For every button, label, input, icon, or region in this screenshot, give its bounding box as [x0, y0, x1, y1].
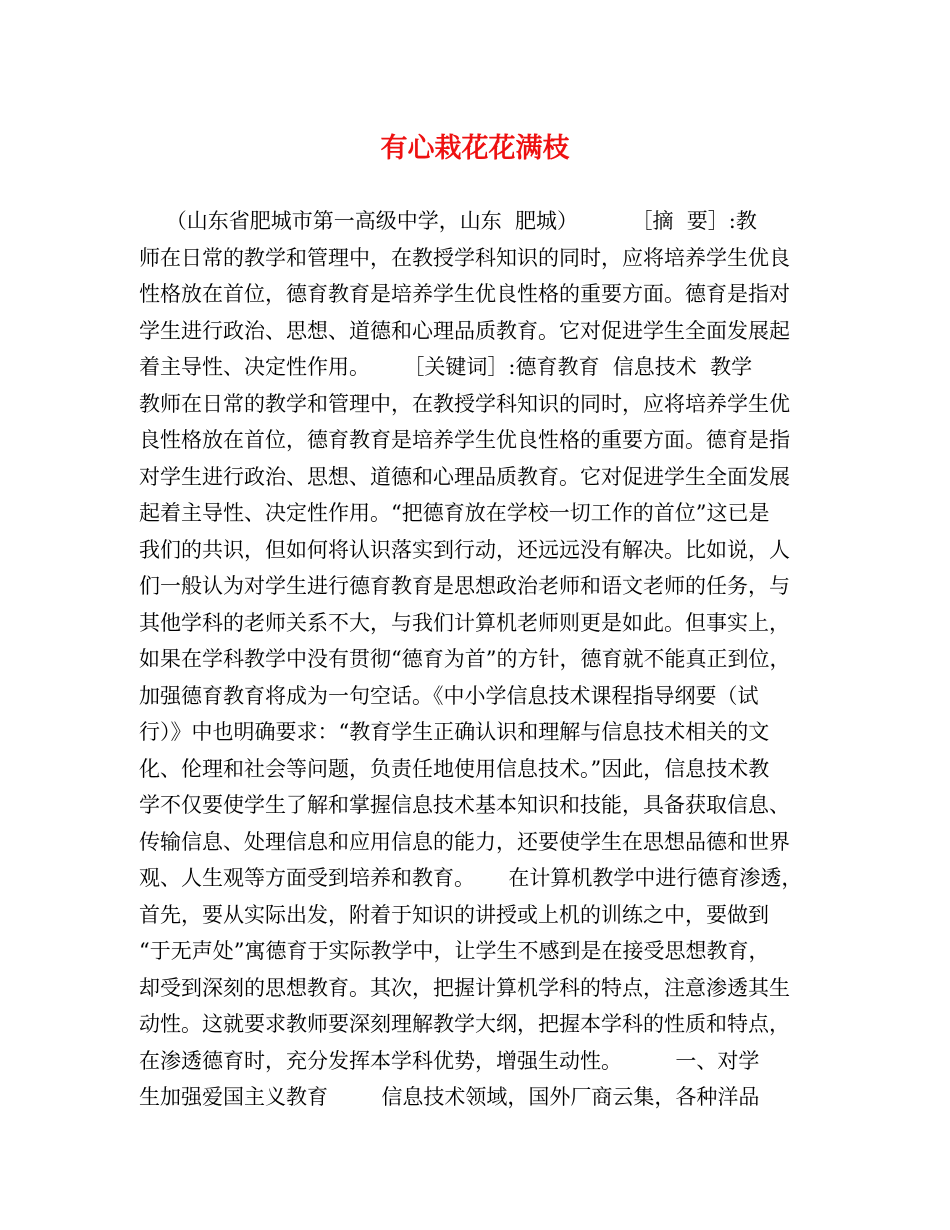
body-line: 着主导性、决定性作用。 ［关键词］:德育教育 信息技术 教学	[139, 355, 753, 379]
body-line: 起着主导性、决定性作用。“把德育放在学校一切工作的首位”这已是	[139, 501, 770, 525]
body-line: 行）》中也明确要求：“教育学生正确认识和理解与信息技术相关的文	[139, 720, 770, 744]
document-title: 有心栽花花满枝	[380, 133, 570, 164]
body-line: 加强德育教育将成为一句空话。《中小学信息技术课程指导纲要（试	[139, 683, 759, 708]
body-line: 动性。这就要求教师要深刻理解教学大纲，把握本学科的性质和特点，	[139, 1012, 790, 1036]
body-line: 我们的共识，但如何将认识落实到行动，还远远没有解决。比如说，人	[139, 537, 790, 562]
body-line: 如果在学科教学中没有贯彻“德育为首”的方针，德育就不能真正到位，	[139, 647, 791, 671]
body-line: 良性格放在首位，德育教育是培养学生优良性格的重要方面。德育是指	[139, 428, 790, 452]
body-line: 教师在日常的教学和管理中，在教授学科知识的同时，应将培养学生优	[139, 391, 790, 416]
body-line: 师在日常的教学和管理中，在教授学科知识的同时，应将培养学生优良	[139, 245, 790, 270]
document-body	[139, 203, 829, 1116]
body-line: 化、伦理和社会等问题，负责任地使用信息技术。”因此，信息技术教	[139, 756, 770, 781]
body-line: 观、人生观等方面受到培养和教育。 在计算机教学中进行德育渗透，	[139, 866, 803, 890]
body-line: 却受到深刻的思想教育。其次，把握计算机学科的特点，注意渗透其生	[139, 975, 790, 1000]
body-line: 们一般认为对学生进行德育教育是思想政治老师和语文老师的任务，与	[139, 574, 790, 598]
body-line: 学不仅要使学生了解和掌握信息技术基本知识和技能，具备获取信息、	[139, 793, 790, 817]
body-line: 学生进行政治、思想、道德和心理品质教育。它对促进学生全面发展起	[139, 318, 790, 343]
body-line: 生加强爱国主义教育 信息技术领域，国外厂商云集，各种洋品	[139, 1085, 760, 1109]
body-line: 性格放在首位，德育教育是培养学生优良性格的重要方面。德育是指对	[139, 282, 790, 306]
body-line: “于无声处”寓德育于实际教学中，让学生不感到是在接受思想教育，	[139, 939, 770, 963]
body-line: 其他学科的老师关系不大，与我们计算机老师则更是如此。但事实上，	[139, 610, 790, 635]
body-line: 对学生进行政治、思想、道德和心理品质教育。它对促进学生全面发展	[139, 464, 790, 489]
body-line: 在渗透德育时，充分发挥本学科优势，增强生动性。 一、对学	[139, 1048, 760, 1073]
body-line: 首先，要从实际出发，附着于知识的讲授或上机的训练之中，要做到	[139, 902, 769, 927]
body-line: （山东省肥城市第一高级中学，山东 肥城） ［摘 要］:教	[139, 209, 757, 233]
body-line: 传输信息、处理信息和应用信息的能力，还要使学生在思想品德和世界	[139, 829, 790, 854]
